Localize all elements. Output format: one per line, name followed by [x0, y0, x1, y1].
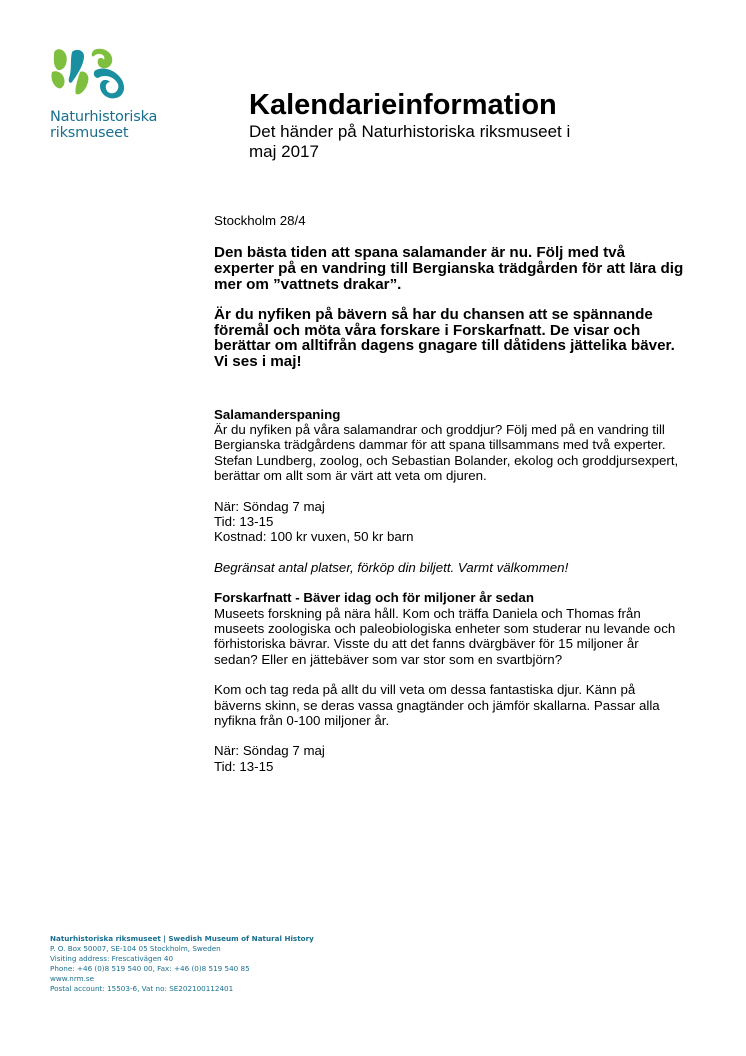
- event-time: Tid: 13-15: [214, 514, 274, 529]
- subtitle-line2: maj 2017: [249, 142, 319, 161]
- footer-visiting-address: Visiting address: Frescativägen 40: [50, 954, 174, 963]
- logo-name-line1: Naturhistoriska: [50, 109, 158, 125]
- page-subtitle: [249, 122, 669, 162]
- lead-paragraph: Den bästa tiden att spana salamander är nu. Följ med två experter på en vandring till Bergianska trädgården för att lära dig mer om ”vattnets drakar”.: [214, 244, 684, 293]
- event-cost: Kostnad: 100 kr vuxen, 50 kr barn: [214, 529, 414, 545]
- footer-title: Naturhistoriska riksmuseet | Swedish Museum of Natural History: [50, 934, 314, 943]
- footer: [50, 934, 450, 994]
- event-when: När: Söndag 7 maj: [214, 743, 325, 759]
- event-heading: Salamanderspaning: [214, 406, 341, 422]
- museum-logo: [50, 48, 190, 141]
- press-release-body: [214, 213, 684, 774]
- event-note: Begränsat antal platser, förköp din biljett. Varmt välkommen!: [214, 559, 569, 575]
- event-time: Tid: 13-15: [214, 758, 274, 774]
- museum-logo-name: [50, 109, 190, 141]
- dateline: Stockholm 28/4: [214, 213, 306, 228]
- footer-address: P. O. Box 50007, SE-104 05 Stockholm, Sweden: [50, 944, 221, 953]
- footer-website: www.nrm.se: [50, 974, 95, 983]
- event-description: Museets forskning på nära håll. Kom och träffa Daniela och Thomas från museets zoologiska och paleobiologiska enheter som studerar nu levande och förhistoriska bävrar. Visste du att det fanns dvärgbäver för 15 miljoner år sedan? Eller en jättebäver som var stor som en svartbjörn?: [214, 605, 676, 667]
- header: [249, 88, 669, 162]
- footer-postal-account: Postal account: 15503-6, Vat no: SE202100112401: [50, 984, 234, 993]
- page-title: Kalendarieinformation: [249, 89, 557, 121]
- event-salamanderspaning: [214, 407, 684, 576]
- event-description: Kom och tag reda på allt du vill veta om dessa fantastiska djur. Känn på bäverns skinn, se deras vassa gnagtänder och jämför skallarna. Passar alla nyfikna från 0-100 miljoner år.: [214, 682, 660, 729]
- event-description: Är du nyfiken på våra salamandrar och groddjur? Följ med på en vandring till Bergianska trädgårdens dammar för att spana tillsammans med två experter. Stefan Lundberg, zoolog, och Sebastian Bolander, ekolog och groddjursexpert, berättar om allt som är värt att veta om djuren.: [214, 421, 679, 484]
- event-when: När: Söndag 7 maj: [214, 498, 325, 514]
- event-forskarfnatt: [214, 590, 684, 774]
- event-heading: Forskarfnatt - Bäver idag och för miljoner år sedan: [214, 590, 534, 606]
- museum-logo-mark: [50, 48, 128, 100]
- lead-paragraph: Är du nyfiken på bävern så har du chansen att se spännande föremål och möta våra forskare i Forskarfnatt. De visar och berättar om alltifrån dagens gnagare till dåtidens jättelika bäver. Vi ses i maj!: [214, 306, 675, 370]
- footer-phone: Phone: +46 (0)8 519 540 00, Fax: +46 (0)8 519 540 85: [50, 964, 250, 973]
- logo-name-line2: riksmuseet: [50, 125, 129, 141]
- subtitle-line1: Det händer på Naturhistoriska riksmuseet i: [249, 122, 571, 141]
